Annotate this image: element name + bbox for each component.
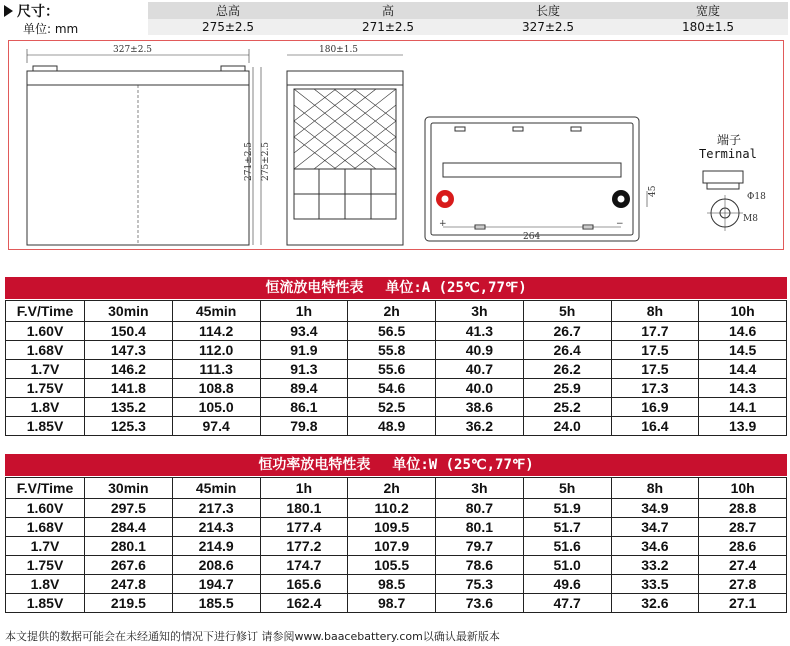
value-cell: 107.9 [348, 537, 436, 556]
column-header: 3h [436, 478, 524, 499]
voltage-cell: 1.85V [6, 417, 85, 436]
minus-sign: − [616, 219, 624, 229]
value-cell: 80.7 [436, 499, 524, 518]
column-header: 10h [699, 301, 787, 322]
terminal-label-en: Terminal [699, 147, 757, 161]
value-cell: 34.9 [611, 499, 699, 518]
voltage-cell: 1.8V [6, 398, 85, 417]
column-header: 2h [348, 301, 436, 322]
top-view [425, 117, 647, 241]
value-cell: 14.4 [699, 360, 787, 379]
table-row [6, 360, 787, 379]
column-header: 30min [85, 478, 173, 499]
column-header: 2h [348, 478, 436, 499]
value-cell: 17.7 [611, 322, 699, 341]
value-cell: 55.8 [348, 341, 436, 360]
column-header: 10h [699, 478, 787, 499]
dimensions-title-text: 尺寸： [17, 4, 59, 20]
voltage-cell: 1.8V [6, 575, 85, 594]
value-cell: 150.4 [85, 322, 173, 341]
value-cell: 26.4 [523, 341, 611, 360]
value-cell: 73.6 [436, 594, 524, 613]
value-cell: 25.9 [523, 379, 611, 398]
value-cell: 109.5 [348, 518, 436, 537]
value-cell: 48.9 [348, 417, 436, 436]
height-a-label: 271±2.5 [244, 141, 254, 181]
table-row [6, 417, 787, 436]
value-cell: 247.8 [85, 575, 173, 594]
drawing-svg [9, 41, 785, 251]
value-cell: 14.1 [699, 398, 787, 417]
column-header: F.V/Time [6, 301, 85, 322]
column-header: 30min [85, 301, 173, 322]
table-row [6, 341, 787, 360]
value-cell: 38.6 [436, 398, 524, 417]
value-cell: 297.5 [85, 499, 173, 518]
table-row [6, 537, 787, 556]
value-cell: 28.7 [699, 518, 787, 537]
value-cell: 98.7 [348, 594, 436, 613]
current-table-title [5, 277, 787, 299]
value-cell: 34.7 [611, 518, 699, 537]
value-cell: 33.2 [611, 556, 699, 575]
column-header: 1h [260, 478, 348, 499]
front-length-label: 327±2.5 [113, 45, 153, 55]
dimensions-table [148, 2, 788, 35]
value-cell: 284.4 [85, 518, 173, 537]
table-row [6, 518, 787, 537]
value-cell: 194.7 [172, 575, 260, 594]
value-cell: 32.6 [611, 594, 699, 613]
value-cell: 36.2 [436, 417, 524, 436]
voltage-cell: 1.60V [6, 322, 85, 341]
power-table-header [6, 478, 787, 499]
dim-value-total-height: 275±2.5 [148, 19, 308, 35]
table-row [6, 575, 787, 594]
table-row [6, 398, 787, 417]
column-header: 3h [436, 301, 524, 322]
value-cell: 34.6 [611, 537, 699, 556]
table-row [6, 322, 787, 341]
power-table-title [5, 454, 787, 476]
value-cell: 40.9 [436, 341, 524, 360]
side-view [287, 55, 403, 245]
power-table-unit: 单位:W (25℃,77℉) [392, 457, 534, 473]
voltage-cell: 1.60V [6, 499, 85, 518]
value-cell: 89.4 [260, 379, 348, 398]
plus-sign: + [439, 219, 447, 229]
value-cell: 28.6 [699, 537, 787, 556]
value-cell: 114.2 [172, 322, 260, 341]
value-cell: 180.1 [260, 499, 348, 518]
value-cell: 185.5 [172, 594, 260, 613]
dim-header-height: 高 [308, 2, 468, 19]
column-header: 8h [611, 301, 699, 322]
value-cell: 51.6 [523, 537, 611, 556]
table-row [6, 499, 787, 518]
value-cell: 80.1 [436, 518, 524, 537]
value-cell: 17.5 [611, 360, 699, 379]
power-table [5, 477, 787, 613]
value-cell: 17.3 [611, 379, 699, 398]
value-cell: 79.8 [260, 417, 348, 436]
value-cell: 214.9 [172, 537, 260, 556]
value-cell: 51.7 [523, 518, 611, 537]
value-cell: 219.5 [85, 594, 173, 613]
value-cell: 40.7 [436, 360, 524, 379]
voltage-cell: 1.68V [6, 518, 85, 537]
value-cell: 110.2 [348, 499, 436, 518]
technical-drawing [8, 40, 784, 250]
dimensions-section [0, 0, 790, 38]
height-b-label: 275±2.5 [261, 141, 271, 181]
dimensions-unit: 单位: mm [23, 22, 79, 36]
dim-header-width: 宽度 [628, 2, 788, 19]
column-header: 45min [172, 478, 260, 499]
column-header: 8h [611, 478, 699, 499]
front-view [27, 49, 261, 245]
value-cell: 98.5 [348, 575, 436, 594]
value-cell: 54.6 [348, 379, 436, 398]
value-cell: 91.9 [260, 341, 348, 360]
value-cell: 165.6 [260, 575, 348, 594]
value-cell: 75.3 [436, 575, 524, 594]
voltage-cell: 1.75V [6, 556, 85, 575]
value-cell: 14.6 [699, 322, 787, 341]
dim-value-length: 327±2.5 [468, 19, 628, 35]
value-cell: 16.9 [611, 398, 699, 417]
value-cell: 79.7 [436, 537, 524, 556]
value-cell: 47.7 [523, 594, 611, 613]
terminal-detail [703, 171, 743, 231]
value-cell: 16.4 [611, 417, 699, 436]
value-cell: 51.9 [523, 499, 611, 518]
column-header: F.V/Time [6, 478, 85, 499]
table-row [6, 594, 787, 613]
value-cell: 41.3 [436, 322, 524, 341]
value-cell: 141.8 [85, 379, 173, 398]
column-header: 5h [523, 301, 611, 322]
voltage-cell: 1.7V [6, 360, 85, 379]
voltage-cell: 1.75V [6, 379, 85, 398]
value-cell: 25.2 [523, 398, 611, 417]
value-cell: 51.0 [523, 556, 611, 575]
value-cell: 86.1 [260, 398, 348, 417]
value-cell: 177.2 [260, 537, 348, 556]
value-cell: 26.2 [523, 360, 611, 379]
value-cell: 14.5 [699, 341, 787, 360]
value-cell: 108.8 [172, 379, 260, 398]
voltage-cell: 1.68V [6, 341, 85, 360]
value-cell: 174.7 [260, 556, 348, 575]
value-cell: 78.6 [436, 556, 524, 575]
value-cell: 177.4 [260, 518, 348, 537]
terminal-spacing-label: 264 [523, 232, 541, 242]
column-header: 45min [172, 301, 260, 322]
value-cell: 217.3 [172, 499, 260, 518]
bolt-label: M8 [743, 214, 758, 224]
value-cell: 147.3 [85, 341, 173, 360]
current-table-title-text: 恒流放电特性表 [265, 280, 364, 296]
terminal-offset-label: 45 [648, 185, 658, 197]
dim-value-width: 180±1.5 [628, 19, 788, 35]
terminal-dia-label: Φ18 [747, 192, 766, 202]
value-cell: 267.6 [85, 556, 173, 575]
value-cell: 112.0 [172, 341, 260, 360]
voltage-cell: 1.7V [6, 537, 85, 556]
value-cell: 26.7 [523, 322, 611, 341]
dimensions-title [4, 1, 59, 21]
power-table-title-text: 恒功率放电特性表 [258, 457, 371, 473]
value-cell: 125.3 [85, 417, 173, 436]
dim-header-length: 长度 [468, 2, 628, 19]
value-cell: 91.3 [260, 360, 348, 379]
current-table-unit: 单位:A (25℃,77℉) [385, 280, 527, 296]
table-row [6, 379, 787, 398]
value-cell: 105.5 [348, 556, 436, 575]
value-cell: 135.2 [85, 398, 173, 417]
value-cell: 28.8 [699, 499, 787, 518]
value-cell: 208.6 [172, 556, 260, 575]
value-cell: 17.5 [611, 341, 699, 360]
table-row [6, 556, 787, 575]
current-table-header [6, 301, 787, 322]
value-cell: 24.0 [523, 417, 611, 436]
value-cell: 111.3 [172, 360, 260, 379]
terminal-label-cn: 端子 [717, 133, 742, 147]
value-cell: 214.3 [172, 518, 260, 537]
value-cell: 56.5 [348, 322, 436, 341]
dim-value-height: 271±2.5 [308, 19, 468, 35]
value-cell: 14.3 [699, 379, 787, 398]
value-cell: 105.0 [172, 398, 260, 417]
value-cell: 40.0 [436, 379, 524, 398]
value-cell: 27.8 [699, 575, 787, 594]
value-cell: 33.5 [611, 575, 699, 594]
current-table [5, 300, 787, 436]
column-header: 5h [523, 478, 611, 499]
side-width-label: 180±1.5 [319, 45, 359, 55]
value-cell: 146.2 [85, 360, 173, 379]
value-cell: 97.4 [172, 417, 260, 436]
dim-header-total-height: 总高 [148, 2, 308, 19]
value-cell: 49.6 [523, 575, 611, 594]
value-cell: 93.4 [260, 322, 348, 341]
value-cell: 27.1 [699, 594, 787, 613]
voltage-cell: 1.85V [6, 594, 85, 613]
footer-note: 本文提供的数据可能会在未经通知的情况下进行修订 请参阅www.baacebattery.com以确认最新版本 [5, 630, 500, 643]
triangle-bullet-icon [4, 5, 13, 17]
column-header: 1h [260, 301, 348, 322]
value-cell: 13.9 [699, 417, 787, 436]
value-cell: 27.4 [699, 556, 787, 575]
value-cell: 52.5 [348, 398, 436, 417]
value-cell: 55.6 [348, 360, 436, 379]
value-cell: 162.4 [260, 594, 348, 613]
value-cell: 280.1 [85, 537, 173, 556]
